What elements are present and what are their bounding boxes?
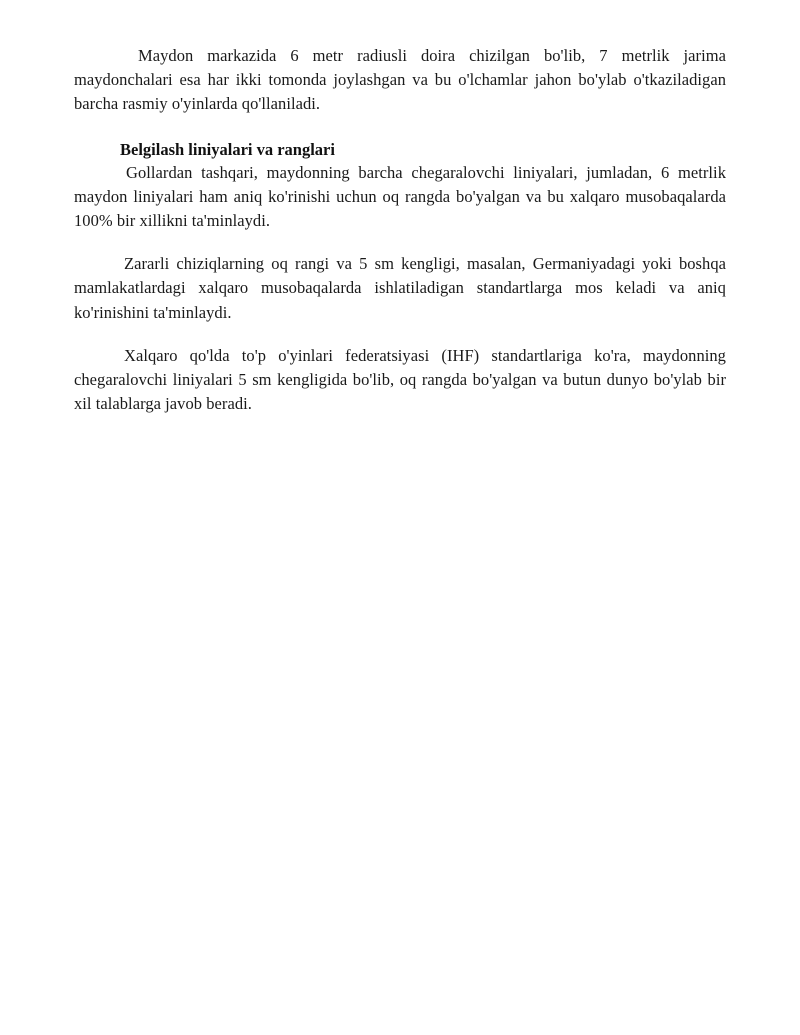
- paragraph-boundary-lines: Gollardan tashqari, maydonning barcha chegaralovchi liniyalari, jumladan, 6 metrlik maydon liniyalari ham aniq ko'rinishi uchun oq rangda bo'yalgan va bu xalqaro musobaqalarda 100% bir xillikni ta'minlaydi.: [74, 162, 726, 231]
- document-page: [74, 44, 726, 416]
- paragraph-line-color-width: Zararli chiziqlarning oq rangi va 5 sm kengligi, masalan, Germaniyadagi yoki boshqa mamlakatlardagi xalqaro musobaqalarda ishlatiladigan standartlarga mos keladi va aniq ko'rinishini ta'minlaydi.: [74, 254, 726, 322]
- section-heading: Belgilash liniyalari va ranglari: [120, 139, 335, 159]
- paragraph-field-dimensions: Maydon markazida 6 metr radiusli doira chizilgan bo'lib, 7 metrlik jarima maydonchalari esa har ikki tomonda joylashgan va bu o'lchamlar jahon bo'ylab o'tkaziladigan barcha rasmiy o'yinlarda qo'llaniladi.: [74, 46, 726, 114]
- paragraph-ihf-standards: Xalqaro qo'lda to'p o'yinlari federatsiyasi (IHF) standartlariga ko'ra, maydonning chegaralovchi liniyalari 5 sm kengligida bo'lib, oq rangda bo'yalgan va butun dunyo bo'ylab bir xil talablarga javob beradi.: [74, 345, 726, 414]
